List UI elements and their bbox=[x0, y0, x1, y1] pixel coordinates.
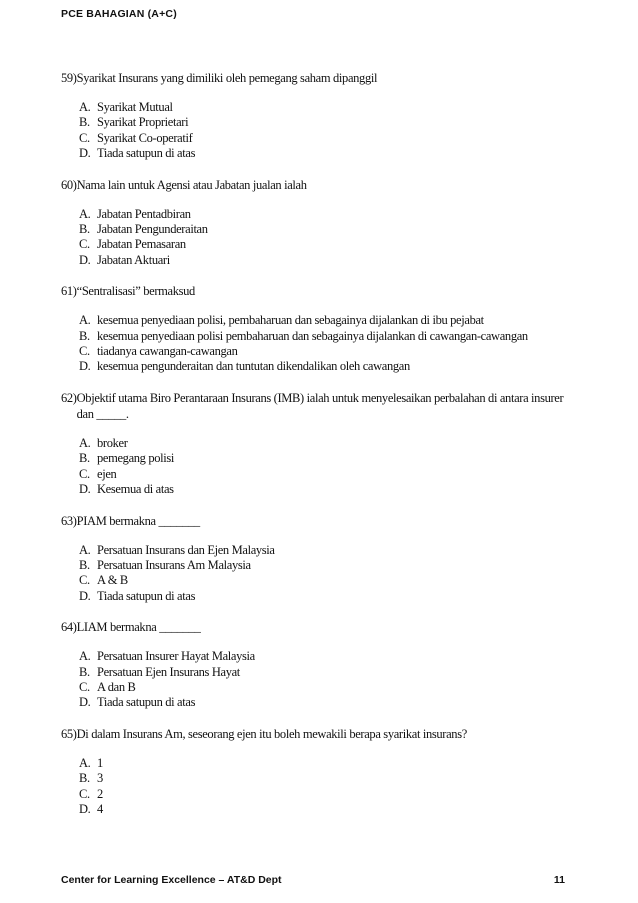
option-list bbox=[79, 436, 581, 498]
question-stem bbox=[61, 70, 581, 86]
question-list bbox=[61, 70, 581, 832]
page-header: PCE BAHAGIAN (A+C) bbox=[61, 8, 177, 20]
option-letter: A. bbox=[79, 649, 91, 664]
option-letter: A. bbox=[79, 206, 91, 221]
footer-department: Center for Learning Excellence – AT&D Dept bbox=[61, 874, 282, 886]
option-letter: C. bbox=[79, 466, 90, 481]
option-letter: C. bbox=[79, 679, 90, 694]
option-text: Jabatan Aktuari bbox=[97, 252, 170, 267]
option-text: tiadanya cawangan-cawangan bbox=[97, 344, 238, 359]
option-text: Kesemua di atas bbox=[97, 482, 174, 497]
question-item bbox=[61, 70, 581, 162]
option-letter: A. bbox=[79, 435, 91, 450]
option-text: pemegang polisi bbox=[97, 451, 175, 466]
option-text: kesemua penyediaan polisi, pembaharuan dan sebagainya dijalankan di ibu pejabat bbox=[97, 313, 484, 328]
option-text: Persatuan Ejen Insurans Hayat bbox=[97, 664, 240, 679]
option-list bbox=[79, 100, 581, 162]
question-text: “Sentralisasi” bermaksud bbox=[76, 284, 195, 299]
answer-option bbox=[79, 329, 581, 344]
question-stem bbox=[61, 619, 581, 635]
option-letter: D. bbox=[79, 146, 91, 161]
option-letter: A. bbox=[79, 100, 91, 114]
question-stem bbox=[61, 726, 581, 742]
option-list bbox=[79, 756, 581, 818]
answer-option bbox=[79, 558, 581, 573]
answer-option bbox=[79, 451, 581, 466]
answer-option bbox=[79, 359, 581, 374]
option-letter: B. bbox=[79, 664, 90, 679]
question-stem bbox=[61, 177, 581, 193]
question-item bbox=[61, 513, 581, 605]
answer-option bbox=[79, 649, 581, 664]
option-letter: B. bbox=[79, 557, 90, 572]
option-text: broker bbox=[97, 435, 128, 450]
option-letter: B. bbox=[79, 451, 90, 466]
question-item bbox=[61, 177, 581, 269]
option-text: A dan B bbox=[97, 679, 136, 694]
option-text: Tiada satupun di atas bbox=[97, 588, 196, 603]
answer-option bbox=[79, 115, 581, 130]
option-text: 4 bbox=[97, 801, 103, 816]
answer-option bbox=[79, 802, 581, 817]
question-text: Objektif utama Biro Perantaraan Insurans (IMB) ialah untuk menyelesaikan perbalahan di antara insurer dan _____. bbox=[76, 390, 564, 421]
answer-option bbox=[79, 253, 581, 268]
option-text: Jabatan Pengunderaitan bbox=[97, 222, 208, 237]
option-letter: A. bbox=[79, 755, 91, 770]
answer-option bbox=[79, 100, 581, 115]
answer-option bbox=[79, 756, 581, 771]
answer-option bbox=[79, 482, 581, 497]
question-stem bbox=[61, 513, 581, 529]
answer-option bbox=[79, 146, 581, 161]
page-footer bbox=[61, 874, 565, 886]
option-letter: A. bbox=[79, 542, 91, 557]
option-text: Persatuan Insurer Hayat Malaysia bbox=[97, 649, 255, 664]
question-number: 62) bbox=[61, 390, 77, 405]
question-text: PIAM bermakna _______ bbox=[76, 513, 200, 528]
answer-option bbox=[79, 543, 581, 558]
option-letter: D. bbox=[79, 482, 91, 497]
option-list bbox=[79, 649, 581, 711]
answer-option bbox=[79, 695, 581, 710]
answer-option bbox=[79, 131, 581, 146]
answer-option bbox=[79, 237, 581, 252]
answer-option bbox=[79, 222, 581, 237]
question-number: 65) bbox=[61, 726, 77, 741]
answer-option bbox=[79, 436, 581, 451]
question-text: LIAM bermakna _______ bbox=[76, 620, 201, 635]
answer-option bbox=[79, 207, 581, 222]
question-number: 63) bbox=[61, 513, 77, 528]
option-letter: C. bbox=[79, 573, 90, 588]
option-text: 1 bbox=[97, 755, 103, 770]
option-text: Syarikat Mutual bbox=[97, 100, 173, 114]
answer-option bbox=[79, 344, 581, 359]
option-text: Tiada satupun di atas bbox=[97, 695, 196, 710]
question-text: Syarikat Insurans yang dimiliki oleh pemegang saham dipanggil bbox=[76, 71, 378, 85]
option-letter: B. bbox=[79, 771, 90, 786]
option-text: kesemua penyediaan polisi pembaharuan dan sebagainya dijalankan di cawangan-cawangan bbox=[97, 328, 528, 343]
option-letter: C. bbox=[79, 786, 90, 801]
option-letter: C. bbox=[79, 130, 90, 145]
option-letter: B. bbox=[79, 222, 90, 237]
option-letter: D. bbox=[79, 588, 91, 603]
answer-option bbox=[79, 573, 581, 588]
option-letter: B. bbox=[79, 328, 90, 343]
option-text: Jabatan Pemasaran bbox=[97, 237, 186, 252]
option-text: Persatuan Insurans dan Ejen Malaysia bbox=[97, 542, 275, 557]
option-text: Tiada satupun di atas bbox=[97, 146, 196, 161]
question-number: 64) bbox=[61, 620, 77, 635]
answer-option bbox=[79, 680, 581, 695]
option-text: ejen bbox=[97, 466, 117, 481]
answer-option bbox=[79, 313, 581, 328]
option-text: 2 bbox=[97, 786, 103, 801]
question-stem bbox=[61, 390, 581, 422]
option-text: Jabatan Pentadbiran bbox=[97, 206, 191, 221]
answer-option bbox=[79, 589, 581, 604]
answer-option bbox=[79, 665, 581, 680]
answer-option bbox=[79, 787, 581, 802]
question-item bbox=[61, 390, 581, 498]
answer-option bbox=[79, 467, 581, 482]
question-text: Di dalam Insurans Am, seseorang ejen itu boleh mewakili berapa syarikat insurans? bbox=[76, 726, 467, 741]
question-number: 61) bbox=[61, 284, 77, 299]
option-letter: A. bbox=[79, 313, 91, 328]
option-list bbox=[79, 313, 581, 375]
option-text: A & B bbox=[97, 573, 128, 588]
option-letter: B. bbox=[79, 115, 90, 130]
question-number: 59) bbox=[61, 71, 77, 85]
question-number: 60) bbox=[61, 177, 77, 192]
answer-option bbox=[79, 771, 581, 786]
option-list bbox=[79, 543, 581, 605]
option-letter: C. bbox=[79, 344, 90, 359]
option-text: kesemua pengunderaitan dan tuntutan dikendalikan oleh cawangan bbox=[97, 359, 410, 374]
question-text: Nama lain untuk Agensi atau Jabatan jualan ialah bbox=[76, 177, 307, 192]
option-text: 3 bbox=[97, 771, 103, 786]
question-item bbox=[61, 283, 581, 375]
page-number: 11 bbox=[553, 874, 565, 886]
option-list bbox=[79, 207, 581, 269]
question-item bbox=[61, 726, 581, 818]
question-stem bbox=[61, 283, 581, 299]
option-text: Persatuan Insurans Am Malaysia bbox=[97, 557, 251, 572]
option-letter: D. bbox=[79, 695, 91, 710]
option-letter: D. bbox=[79, 359, 91, 374]
option-letter: D. bbox=[79, 801, 91, 816]
question-item bbox=[61, 619, 581, 711]
option-letter: D. bbox=[79, 252, 91, 267]
option-letter: C. bbox=[79, 237, 90, 252]
option-text: Syarikat Proprietari bbox=[97, 115, 189, 130]
option-text: Syarikat Co-operatif bbox=[97, 130, 193, 145]
